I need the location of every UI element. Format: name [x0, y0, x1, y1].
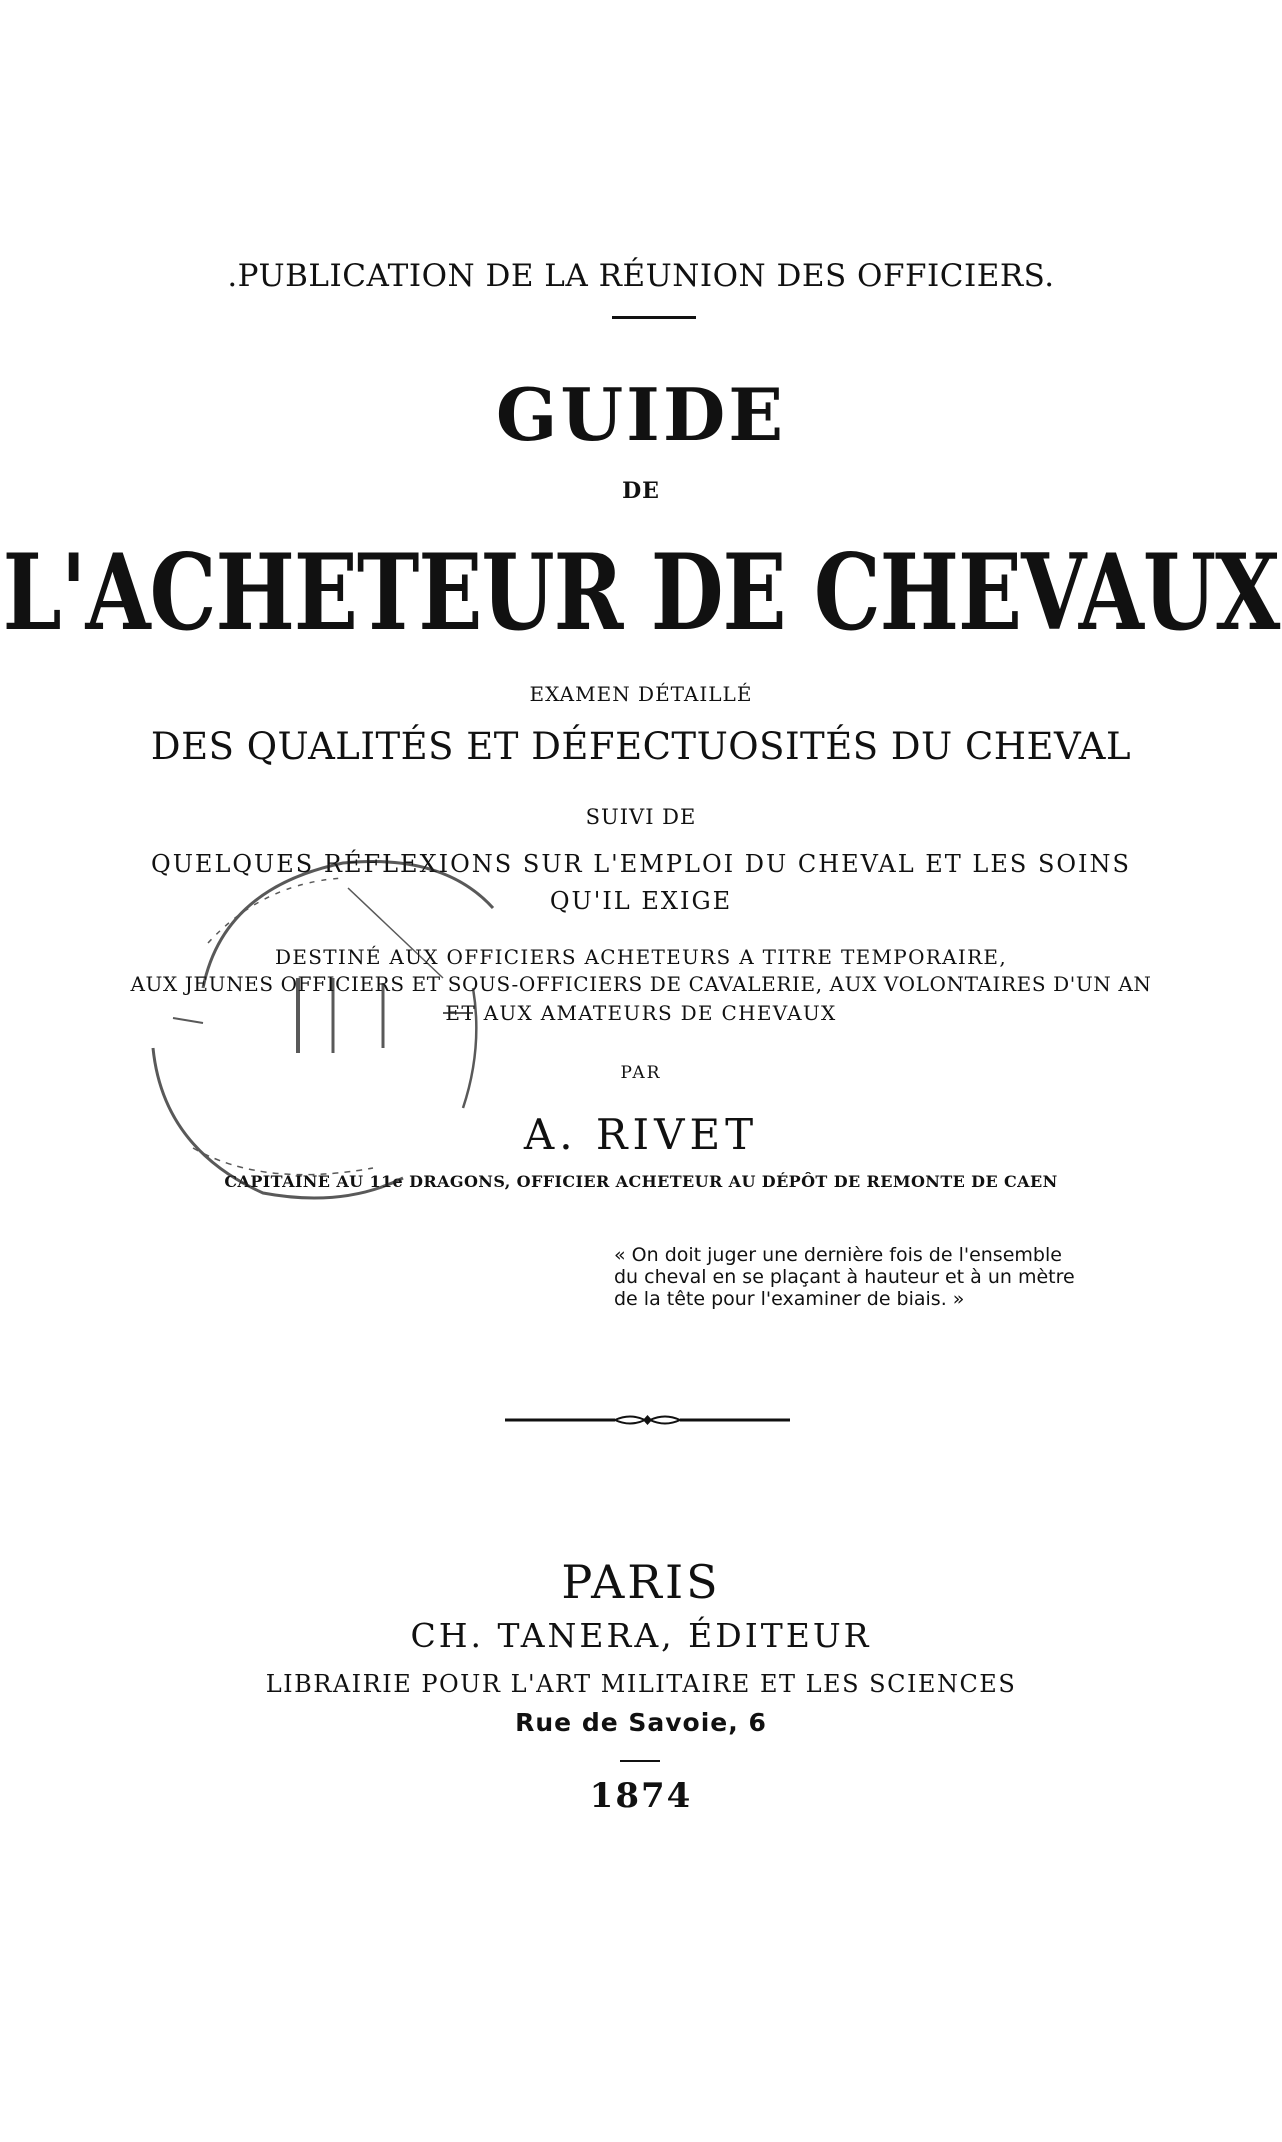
par-label: PAR — [620, 1063, 662, 1083]
divider-rule — [612, 316, 696, 319]
subtitle-suivi: SUIVI DE — [585, 805, 697, 829]
publisher-line: .PUBLICATION DE LA RÉUNION DES OFFICIERS. — [227, 258, 1055, 294]
year: 1874 — [589, 1776, 693, 1816]
divider-rule — [620, 1760, 660, 1762]
destine-line-3: ET AUX AMATEURS DE CHEVAUX — [445, 1001, 837, 1025]
city: PARIS — [561, 1555, 721, 1609]
subtitle-examen: EXAMEN DÉTAILLÉ — [529, 682, 753, 706]
epigraph-line: de la tête pour l'examiner de biais. » — [614, 1288, 965, 1310]
author-name: A. RIVET — [523, 1110, 759, 1159]
librairie: LIBRAIRIE POUR L'ART MILITAIRE ET LES SCIENCES — [265, 1670, 1017, 1698]
title-de: DE — [622, 478, 660, 504]
title-main: L'ACHETEUR DE CHEVAUX — [2, 530, 1280, 654]
title-guide: GUIDE — [495, 372, 787, 457]
editor: CH. TANERA, ÉDITEUR — [410, 1616, 872, 1655]
epigraph-line: du cheval en se plaçant à hauteur et à un mètre — [614, 1266, 1075, 1288]
subtitle-exige: QU'IL EXIGE — [549, 887, 733, 915]
author-title: CAPITAINE AU 11e DRAGONS, OFFICIER ACHETEUR AU DÉPÔT DE REMONTE DE CAEN — [224, 1172, 1058, 1191]
subtitle-qualites: DES QUALITÉS ET DÉFECTUOSITÉS DU CHEVAL — [150, 725, 1132, 768]
address: Rue de Savoie, 6 — [515, 1708, 767, 1737]
library-stamp-icon — [143, 848, 543, 1208]
destine-line-2: AUX JEUNES OFFICIERS ET SOUS-OFFICIERS DE CAVALERIE, AUX VOLONTAIRES D'UN AN — [130, 972, 1152, 996]
subtitle-reflexions: QUELQUES RÉFLEXIONS SUR L'EMPLOI DU CHEVAL ET LES SOINS — [151, 850, 1131, 878]
ornament-divider — [505, 1410, 790, 1430]
epigraph — [614, 1244, 1174, 1310]
destine-line-1: DESTINÉ AUX OFFICIERS ACHETEURS A TITRE TEMPORAIRE, — [275, 945, 1007, 969]
epigraph-line: « On doit juger une dernière fois de l'ensemble — [614, 1244, 1062, 1266]
